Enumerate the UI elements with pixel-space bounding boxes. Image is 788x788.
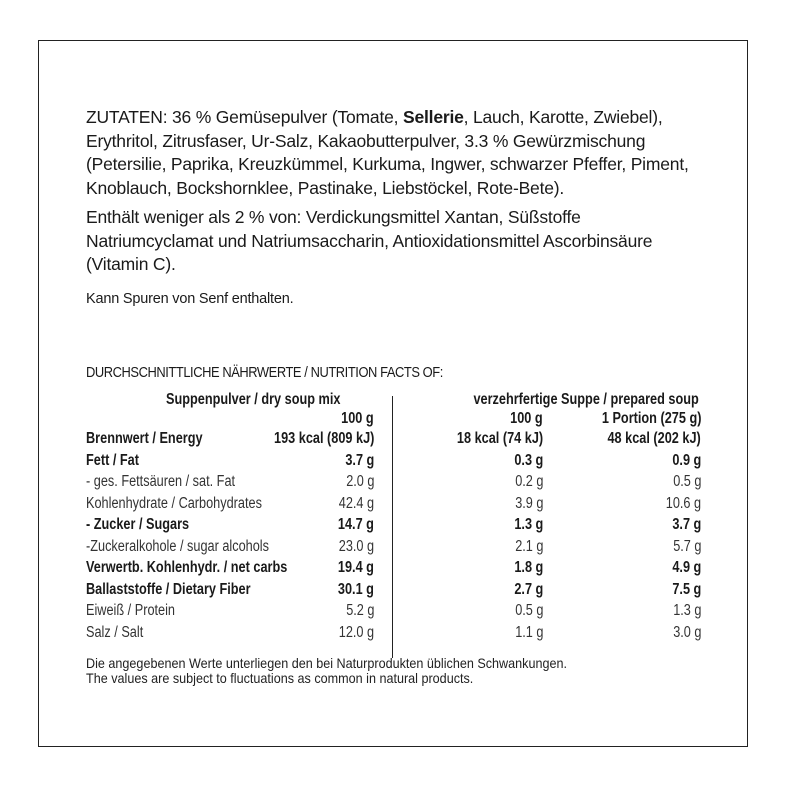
footnote: [86, 656, 567, 686]
allergen-celery: Sellerie: [402, 107, 464, 127]
prep-value: 0.3 g: [514, 451, 543, 469]
dry-value: 42.4 g: [338, 494, 374, 512]
prep-value: 0.2 g: [514, 473, 543, 490]
ingredients-part1: 36 % Gemüsepulver (Tomate,: [167, 107, 403, 127]
nutrition-row: [86, 471, 701, 493]
nutrition-row: [86, 579, 701, 601]
ingredients-text: [86, 106, 706, 200]
dry-value: 5.2 g: [345, 602, 374, 619]
portion-value: 5.7 g: [672, 537, 701, 555]
nutrient-label: - Zucker / Sugars: [86, 516, 190, 533]
nutrition-row: [86, 557, 701, 579]
dry-value: 14.7 g: [337, 516, 374, 533]
ingredients-part2: , Lauch, Karotte, Zwiebel), Erythritol, Zitrusfaser, Ur-Salz, Kakaobutterpulver, 3.3 % Gewürzmischung (Petersilie, Paprika, Kreuzkümmel, Kurkuma, Ingwer, schwarzer Pfeffer, Piment, Knoblauch, Bockshornklee, Pastinake, Liebstöckel, Rote-Bete).: [86, 107, 689, 198]
nutrition-row: [86, 450, 701, 472]
portion-value: 0.9 g: [672, 451, 701, 469]
nutrition-row: [86, 600, 701, 622]
prep-value: 0.5 g: [514, 602, 543, 619]
nutrition-row: [86, 536, 701, 558]
prep-value: 3.9 g: [514, 494, 543, 512]
prep-value: 2.7 g: [514, 580, 543, 598]
portion-value: 3.0 g: [672, 623, 701, 641]
portion-value: 0.5 g: [672, 473, 701, 490]
nutrition-row: [86, 514, 701, 536]
footnote-en: The values are subject to fluctuations as common in natural products.: [86, 670, 474, 686]
prep-value: 1.8 g: [514, 559, 543, 576]
dry-value: 193 kcal (809 kJ): [273, 430, 374, 447]
dry-value: 3.7 g: [345, 451, 374, 469]
footnote-de: Die angegebenen Werte unterliegen den bei Naturprodukten üblichen Schwankungen.: [86, 655, 568, 671]
prep-value: 1.3 g: [514, 516, 543, 533]
nutrition-table: [86, 390, 701, 643]
nutrition-rows: [86, 428, 701, 643]
prep-amount: 100 g: [510, 410, 543, 427]
nutrient-label: - ges. Fettsäuren / sat. Fat: [86, 473, 236, 490]
nutrient-label: Brennwert / Energy: [86, 430, 203, 447]
nutrition-title: DURCHSCHNITTLICHE NÄHRWERTE / NUTRITION FACTS OF:: [86, 364, 443, 381]
prep-value: 1.1 g: [514, 623, 543, 641]
nutrient-label: Verwertb. Kohlenhydr. / net carbs: [86, 559, 288, 576]
traces-text: Kann Spuren von Senf enthalten.: [86, 290, 294, 307]
portion-value: 4.9 g: [672, 559, 701, 576]
nutrient-label: Fett / Fat: [86, 451, 139, 469]
dry-value: 12.0 g: [338, 623, 374, 641]
dry-value: 2.0 g: [345, 473, 374, 490]
nutrition-row: [86, 428, 701, 450]
nutrient-label: -Zuckeralkohole / sugar alcohols: [86, 537, 269, 555]
prep-value: 18 kcal (74 kJ): [456, 430, 543, 447]
nutrition-row: [86, 493, 701, 515]
portion-value: 7.5 g: [672, 580, 701, 598]
dry-amount: 100 g: [341, 410, 374, 427]
ingredients-section: [86, 106, 706, 309]
dry-value: 19.4 g: [337, 559, 374, 576]
portion-value: 3.7 g: [672, 516, 701, 533]
nutrient-label: Eiweiß / Protein: [86, 602, 176, 619]
nutrition-amount-row: [86, 409, 701, 428]
portion-value: 1.3 g: [672, 602, 701, 619]
prep-value: 2.1 g: [514, 537, 543, 555]
nutrient-label: Kohlenhydrate / Carbohydrates: [86, 494, 262, 512]
nutrition-row: [86, 622, 701, 644]
dry-value: 23.0 g: [338, 537, 374, 555]
nutrient-label: Ballaststoffe / Dietary Fiber: [86, 580, 251, 598]
portion-value: 10.6 g: [665, 494, 701, 512]
ingredients-label: ZUTATEN:: [86, 107, 168, 127]
prepared-header: verzehrfertige Suppe / prepared soup: [473, 391, 699, 408]
portion-amount: 1 Portion (275 g): [601, 410, 701, 427]
nutrient-label: Salz / Salt: [86, 623, 144, 641]
nutrition-header-row: [86, 390, 701, 409]
dry-value: 30.1 g: [337, 580, 374, 598]
portion-value: 48 kcal (202 kJ): [607, 430, 701, 447]
additives-text: Enthält weniger als 2 % von: Verdickungsmittel Xantan, Süßstoffe Natriumcyclamat und Natriumsaccharin, Antioxidationsmittel Ascorbinsäure (Vitamin C).: [86, 207, 653, 274]
dry-mix-header: Suppenpulver / dry soup mix: [166, 391, 341, 408]
